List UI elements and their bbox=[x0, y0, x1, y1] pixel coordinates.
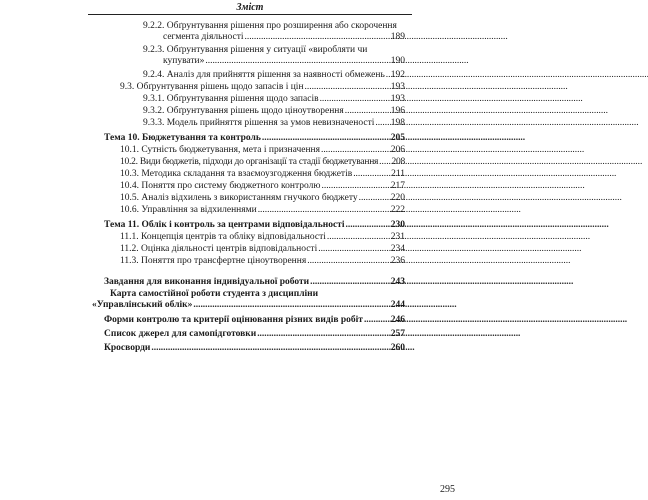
toc-entry bbox=[120, 205, 405, 216]
toc-entry-title: 9.3.2. Обґрунтування рішень щодо ціноутворення bbox=[143, 106, 344, 116]
toc-dot-leader bbox=[310, 277, 390, 288]
toc-entry-page: 192 bbox=[390, 70, 406, 80]
toc-dot-leader bbox=[257, 329, 390, 340]
toc-dot-leader bbox=[262, 133, 390, 144]
toc-entry-title: Кросворди bbox=[104, 343, 151, 353]
toc-entry-page: 257 bbox=[390, 329, 405, 339]
toc-entry-title: «Управлінський облік» bbox=[92, 300, 193, 310]
toc-entry bbox=[143, 70, 405, 81]
toc-entry-title: Тема 11. Облік і контроль за центрами відповідальності bbox=[104, 220, 345, 230]
toc-entry-page: 231 bbox=[390, 232, 405, 242]
toc-dot-leader bbox=[353, 169, 390, 180]
toc-dot-leader bbox=[318, 244, 390, 255]
toc-entry-section bbox=[104, 315, 405, 326]
toc-entry-title: 11.2. Оцінка діяльності центрів відповідальності bbox=[120, 244, 318, 254]
toc-entry-section bbox=[104, 343, 405, 354]
toc-entry-title: 10.2. Види бюджетів, підходи до організації та стадії бюджетування bbox=[120, 157, 379, 167]
toc-entry bbox=[120, 181, 405, 192]
toc-entry-title: 10.1. Сутність бюджетування, мета і призначення bbox=[120, 145, 320, 155]
toc-dot-leader bbox=[327, 232, 390, 243]
toc-entry-page: 244 bbox=[390, 300, 405, 310]
toc-entry-page: 198 bbox=[390, 118, 405, 128]
toc-entry-title: 10.3. Методика складання та взаємоузгодження бюджетів bbox=[120, 169, 353, 179]
toc-entry-page: 190 bbox=[390, 56, 405, 66]
running-header-title: Зміст bbox=[236, 2, 264, 13]
toc-entry bbox=[143, 21, 405, 43]
toc-entry-page: 222 bbox=[390, 205, 405, 215]
toc-entry-page: 206 bbox=[390, 145, 405, 155]
toc-entry-title: 11.1. Концепція центрів та обліку відповідальності bbox=[120, 232, 326, 242]
toc-entry-section bbox=[104, 329, 405, 340]
toc-dot-leader bbox=[321, 145, 390, 156]
toc-dot-leader bbox=[320, 94, 390, 105]
toc-dot-leader bbox=[205, 56, 389, 67]
toc-entry-title: 10.4. Поняття про систему бюджетного контролю bbox=[120, 181, 321, 191]
toc-dot-leader bbox=[307, 256, 390, 267]
toc-entry-page: 205 bbox=[390, 133, 405, 143]
toc-entry-page: 234 bbox=[390, 244, 405, 254]
toc-entry-title-line1: 9.2.3. Обґрунтування рішення у ситуації «виробляти чи bbox=[143, 45, 368, 55]
toc-entry-section bbox=[104, 277, 405, 288]
toc-entry-page: 217 bbox=[390, 181, 405, 191]
toc-entry-title: 11.3. Поняття про трансфертне ціноутворення bbox=[120, 256, 307, 266]
toc-entry bbox=[120, 193, 405, 204]
toc-dot-leader bbox=[345, 106, 390, 117]
page-number: 295 bbox=[440, 484, 455, 495]
toc-entry-chapter bbox=[104, 133, 405, 144]
toc-entry-page: 211 bbox=[391, 169, 405, 179]
toc-dot-leader bbox=[151, 343, 389, 354]
toc-dot-leader bbox=[386, 70, 390, 81]
toc-entry bbox=[143, 45, 405, 67]
toc-dot-leader bbox=[305, 82, 390, 93]
toc-entry bbox=[120, 157, 405, 168]
toc-entry-page: 246 bbox=[390, 315, 405, 325]
toc-entry-page: 208 bbox=[391, 157, 405, 167]
toc-entry-title: 10.5. Аналіз відхилень з використанням гнучкого бюджету bbox=[120, 193, 358, 203]
toc-entry-title: Завдання для виконання індивідуальної роботи bbox=[104, 277, 310, 287]
toc-entry-page: 220 bbox=[390, 193, 405, 203]
toc-entry-title-line1: Карта самостійної роботи студента з дисципліни bbox=[110, 289, 319, 299]
toc-entry-title: 9.2.4. Аналіз для прийняття рішення за наявності обмежень bbox=[143, 70, 385, 80]
toc-dot-leader bbox=[258, 205, 390, 216]
toc-dot-leader bbox=[245, 32, 390, 43]
toc-entry-title: 9.3.1. Обґрунтування рішення щодо запасів bbox=[143, 94, 319, 104]
toc-entry-page: 196 bbox=[390, 106, 405, 116]
toc-entry-title-line1: 9.2.2. Обґрунтування рішення про розширення або скорочення bbox=[143, 21, 397, 31]
toc-dot-leader bbox=[346, 220, 390, 231]
toc-entry bbox=[143, 94, 405, 105]
toc-entry bbox=[120, 232, 405, 243]
toc-entry-title: Список джерел для самопідготовки bbox=[104, 329, 257, 339]
toc-entry bbox=[120, 256, 405, 267]
toc-entry-page: 230 bbox=[390, 220, 405, 230]
toc-entry-title: 10.6. Управління за відхиленнями bbox=[120, 205, 257, 215]
toc-entry-title: 9.3. Обґрунтування рішень щодо запасів і цін bbox=[120, 82, 304, 92]
toc-entry bbox=[120, 82, 405, 93]
toc-entry-page: 189 bbox=[390, 32, 405, 42]
toc-dot-leader bbox=[359, 193, 390, 204]
toc-entry-title: купувати» bbox=[163, 56, 205, 66]
toc-dot-leader bbox=[375, 118, 389, 129]
toc-entry bbox=[120, 145, 405, 156]
toc-entry-page: 193 bbox=[390, 94, 405, 104]
toc-dot-leader bbox=[193, 300, 389, 311]
toc-entry-title: сегмента діяльності bbox=[163, 32, 244, 42]
toc-entry-page: 260 bbox=[390, 343, 405, 353]
toc-entry bbox=[120, 169, 405, 180]
toc-entry-page: 243 bbox=[390, 277, 405, 287]
toc-entry-section bbox=[92, 289, 405, 311]
toc-entry-page: 236 bbox=[390, 256, 405, 266]
toc-dot-leader bbox=[364, 315, 390, 326]
toc-entry bbox=[120, 244, 405, 255]
toc-entry-title: Тема 10. Бюджетування та контроль bbox=[104, 133, 261, 143]
toc-entry bbox=[143, 118, 405, 129]
toc-entry-title: Форми контролю та критерії оцінювання різних видів робіт bbox=[104, 315, 363, 325]
toc-entry-chapter bbox=[104, 220, 405, 231]
toc-dot-leader bbox=[322, 181, 390, 192]
toc-dot-leader bbox=[379, 157, 390, 168]
toc-entry bbox=[143, 106, 405, 117]
toc-entry-title: 9.3.3. Модель прийняття рішення за умов невизначеності bbox=[143, 118, 375, 128]
toc-entry-page: 193 bbox=[390, 82, 405, 92]
